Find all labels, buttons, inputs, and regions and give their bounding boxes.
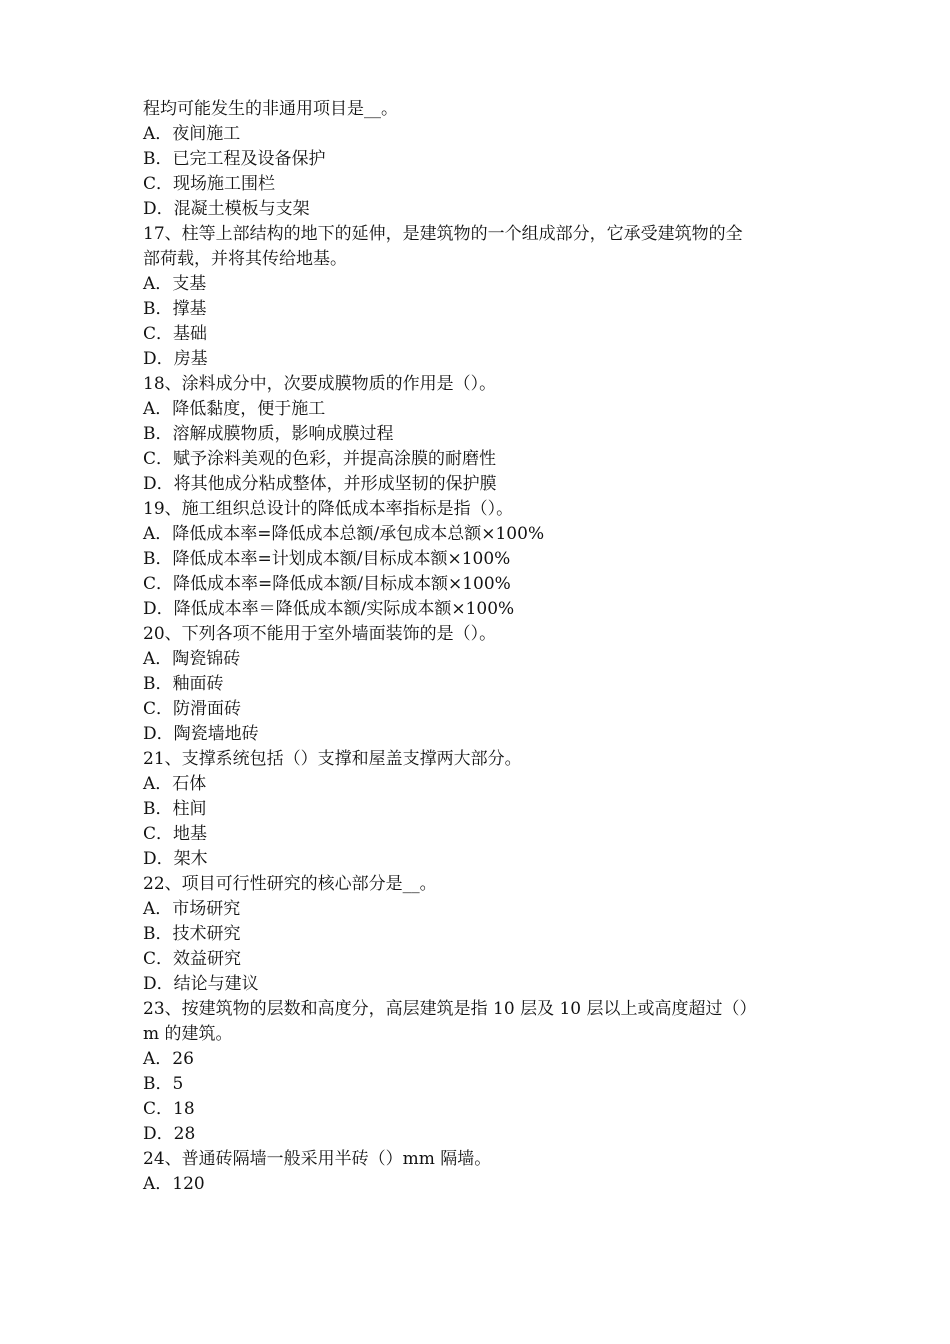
option-line: A．市场研究 — [143, 899, 241, 919]
option-line: D．房基 — [143, 349, 208, 369]
option-line: A．降低黏度，便于施工 — [143, 399, 326, 419]
option-line: B．降低成本率=计划成本额/目标成本额×100% — [143, 549, 511, 569]
option-line: D．降低成本率＝降低成本额/实际成本额×100% — [143, 599, 515, 619]
question-23: 23、按建筑物的层数和高度分，高层建筑是指 10 层及 10 层以上或高度超过（） — [143, 999, 757, 1019]
question-17-continued: 部荷载，并将其传给地基。 — [143, 249, 347, 269]
text-line: 程均可能发生的非通用项目是__。 — [143, 99, 398, 119]
option-line: D．陶瓷墙地砖 — [143, 724, 259, 744]
question-19: 19、施工组织总设计的降低成本率指标是指（）。 — [143, 499, 514, 519]
document-body — [143, 97, 813, 1197]
option-line: B．已完工程及设备保护 — [143, 149, 326, 169]
option-line: A．陶瓷锦砖 — [143, 649, 241, 669]
option-line: D．混凝土模板与支架 — [143, 199, 310, 219]
option-line: D．28 — [143, 1124, 196, 1144]
option-line: B．溶解成膜物质，影响成膜过程 — [143, 424, 394, 444]
option-line: D．结论与建议 — [143, 974, 259, 994]
question-20: 20、下列各项不能用于室外墙面装饰的是（）。 — [143, 624, 497, 644]
option-line: C．现场施工围栏 — [143, 174, 276, 194]
option-line: C．地基 — [143, 824, 208, 844]
option-line: B．撑基 — [143, 299, 207, 319]
option-line: B．技术研究 — [143, 924, 241, 944]
option-line: B．柱间 — [143, 799, 207, 819]
question-23-continued: m 的建筑。 — [143, 1024, 233, 1044]
question-22: 22、项目可行性研究的核心部分是__。 — [143, 874, 437, 894]
option-line: A．支基 — [143, 274, 207, 294]
option-line: C．18 — [143, 1099, 195, 1119]
option-line: C．降低成本率=降低成本额/目标成本额×100% — [143, 574, 511, 594]
option-line: B．釉面砖 — [143, 674, 224, 694]
question-18: 18、涂料成分中，次要成膜物质的作用是（）。 — [143, 374, 497, 394]
question-24: 24、普通砖隔墙一般采用半砖（）mm 隔墙。 — [143, 1149, 492, 1169]
option-line: A．26 — [143, 1049, 194, 1069]
option-line: C．效益研究 — [143, 949, 242, 969]
option-line: D．将其他成分粘成整体，并形成坚韧的保护膜 — [143, 474, 497, 494]
option-line: C．基础 — [143, 324, 208, 344]
option-line: D．架木 — [143, 849, 208, 869]
option-line: A．石体 — [143, 774, 207, 794]
option-line: B．5 — [143, 1074, 184, 1094]
question-17: 17、柱等上部结构的地下的延伸，是建筑物的一个组成部分，它承受建筑物的全 — [143, 224, 743, 244]
option-line: C．防滑面砖 — [143, 699, 242, 719]
option-line: A．夜间施工 — [143, 124, 241, 144]
question-21: 21、支撑系统包括（）支撑和屋盖支撑两大部分。 — [143, 749, 522, 769]
option-line: C．赋予涂料美观的色彩，并提高涂膜的耐磨性 — [143, 449, 497, 469]
option-line: A．120 — [143, 1174, 205, 1194]
option-line: A．降低成本率=降低成本总额/承包成本总额×100% — [143, 524, 545, 544]
